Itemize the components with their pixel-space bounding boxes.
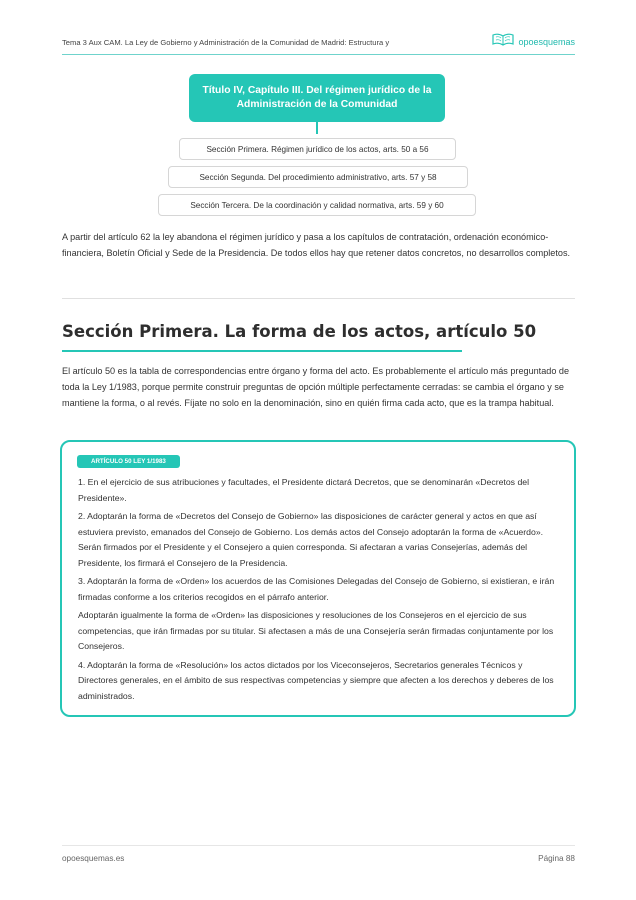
article-box [60, 440, 576, 717]
article-paragraph: Adoptarán igualmente la forma de «Orden» las disposiciones y resoluciones de los Consejeros en el ejercicio de sus competencias, que irán firmadas por su titular. Si afectasen a más de una Consejería serán firmadas conjuntamente por los Consejeros. [78, 610, 554, 651]
diagram-connector [316, 122, 318, 134]
header-title: Tema 3 Aux CAM. La Ley de Gobierno y Administración de la Comunidad de Madrid: Estructura y [62, 38, 390, 47]
article-paragraph: 2. Adoptarán la forma de «Decretos del Consejo de Gobierno» las disposiciones de carácter general y actos en que así estuviera previsto, emanados del Consejo de Gobierno. Los demás actos del Consejo adoptarán la forma de «Acuerdo». Serán firmados por el Presidente y el Consejero a quien corresponda. Si afectaran a varias Consejerías, además del Presidente, los firmará el Consejero de la Presidencia. [78, 511, 544, 568]
section-paragraph: El artículo 50 es la tabla de correspondencias entre órgano y forma del acto. Es probablemente el artículo más preguntado de toda la Ley 1/1983, porque permite construir preguntas de opción múltiple perfectamente cerradas: se cambia el órgano y se mantiene la forma, o al revés. Fíjate no solo en la denominación, sino en quién firma cada acto, que es la trampa habitual. [62, 366, 570, 408]
open-book-icon [492, 32, 514, 51]
diagram-child-node: Sección Tercera. De la coordinación y calidad normativa, arts. 59 y 60 [158, 194, 476, 216]
footer-page-number: Página 88 [538, 854, 575, 863]
footer-site: opoesquemas.es [62, 854, 125, 863]
intro-paragraph: A partir del artículo 62 la ley abandona el régimen jurídico y pasa a los capítulos de contratación, ordenación económico-financiera, Boletín Oficial y Sede de la Presidencia. De todos ellos hay que retener datos concretos, no desarrollos completos. [62, 232, 571, 258]
article-badge: ARTÍCULO 50 LEY 1/1983 [77, 455, 180, 468]
brand-name: opoesquemas [518, 36, 575, 47]
article-paragraph: 3. Adoptarán la forma de «Orden» los acuerdos de las Comisiones Delegadas del Consejo de Gobierno, si existieran, e irán firmadas conforme a los criterios recogidos en el párrafo anterior. [78, 576, 555, 602]
section-title: Sección Primera. La forma de los actos, artículo 50 [62, 322, 537, 341]
section-title-underline [62, 350, 462, 352]
diagram-root-node: Título IV, Capítulo III. Del régimen jurídico de la Administración de la Comunidad [189, 74, 445, 122]
diagram-child-node: Sección Segunda. Del procedimiento administrativo, arts. 57 y 58 [168, 166, 468, 188]
page-header [62, 32, 575, 55]
section-divider [62, 298, 575, 299]
article-paragraph: 4. Adoptarán la forma de «Resolución» los actos dictados por los Viceconsejeros, Secretarios generales Técnicos y Directores generales, en el ámbito de sus respectivas competencias y siempre que afecten a los derechos y deberes de los administrados. [78, 659, 554, 701]
diagram-child-node: Sección Primera. Régimen jurídico de los actos, arts. 50 a 56 [179, 138, 456, 160]
brand-logo [492, 32, 575, 51]
footer-divider [62, 845, 575, 846]
article-paragraph: 1. En el ejercicio de sus atribuciones y facultades, el Presidente dictará Decretos, que se denominarán «Decretos del Presidente». [78, 477, 530, 503]
article-text [78, 475, 560, 707]
